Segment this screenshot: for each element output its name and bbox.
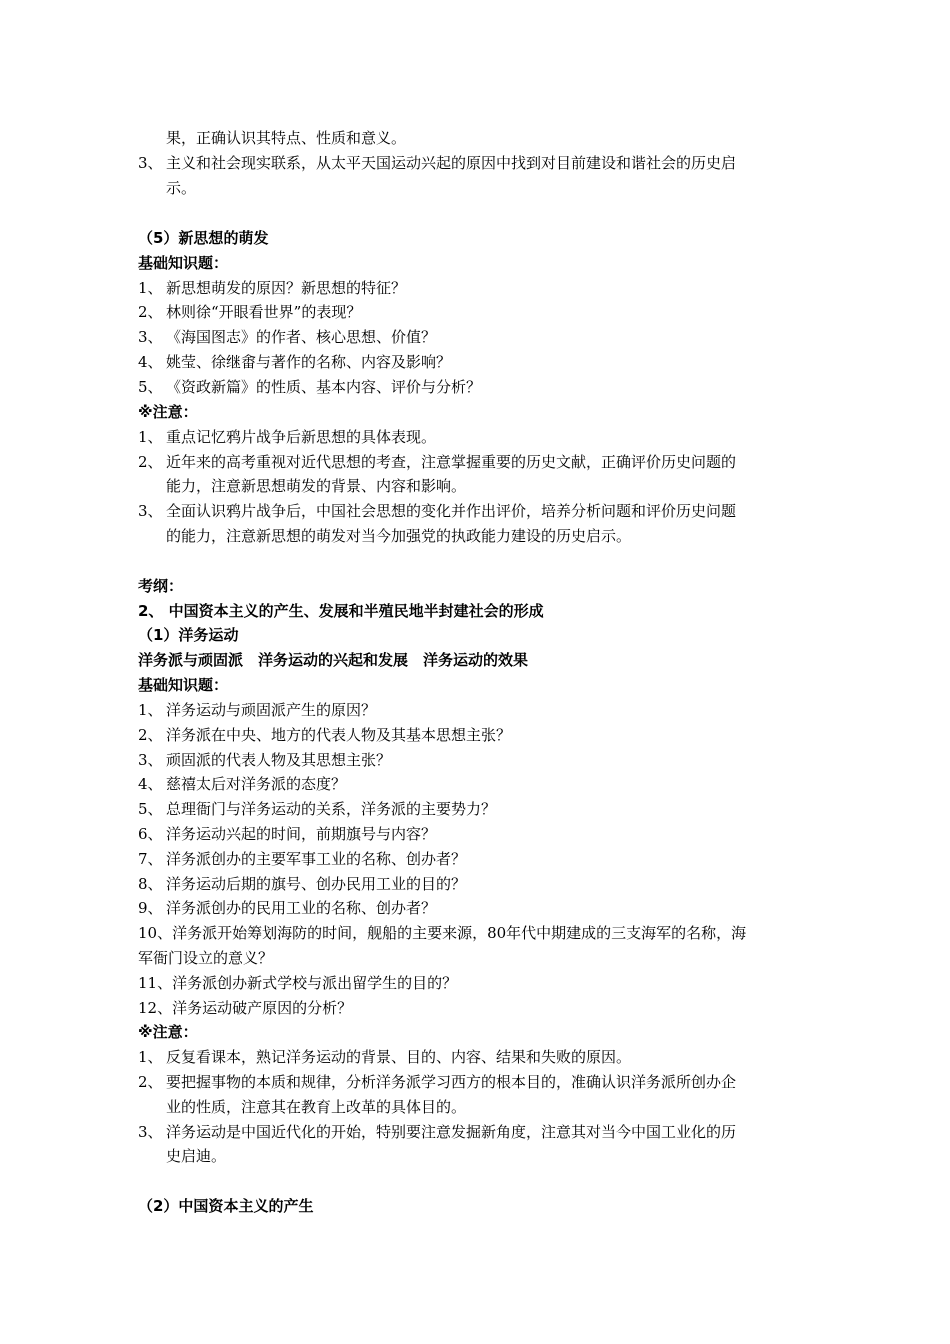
intro-line: 果，正确认识其特点、性质和意义。 [166, 129, 407, 147]
item-text: 慈禧太后对洋务派的态度？ [166, 775, 347, 793]
note-item-continued: 业的性质，注意其在教育上改革的具体目的。 [166, 1098, 467, 1116]
item-number: 3、 [138, 154, 163, 172]
item-text: 主义和社会现实联系，从太平天国运动兴起的原因中找到对目前建设和谐社会的历史启 [166, 154, 737, 172]
item-number: 6、 [138, 825, 163, 843]
section-title: （1）洋务运动 [138, 626, 239, 644]
list-item [138, 824, 436, 844]
basic-label: 基础知识题： [138, 676, 229, 694]
item-text: 近年来的高考重视对近代思想的考查，注意掌握重要的历史文献，正确评价历史问题的 [166, 453, 737, 471]
list-item [138, 799, 496, 819]
item-text: 全面认识鸦片战争后，中国社会思想的变化并作出评价，培养分析问题和评价历史问题 [166, 502, 737, 520]
item-text: 《资政新篇》的性质、基本内容、评价与分析？ [166, 378, 482, 396]
item-text: 姚莹、徐继畬与著作的名称、内容及影响？ [166, 353, 452, 371]
basic-label: 基础知识题： [138, 254, 229, 272]
note-item [138, 427, 436, 447]
list-item [138, 352, 451, 372]
item-number: 2、 [138, 453, 163, 471]
item-text: 林则徐“开眼看世界”的表现？ [166, 303, 362, 321]
note-label: ※注意： [138, 1023, 198, 1041]
item-text: 反复看课本，熟记洋务运动的背景、目的、内容、结果和失败的原因。 [166, 1048, 632, 1066]
section-title: （5）新思想的萌发 [138, 229, 269, 247]
list-item [138, 327, 436, 347]
list-item [138, 898, 436, 918]
item-text: 顽固派的代表人物及其思想主张？ [166, 751, 392, 769]
item-number: 4、 [138, 775, 163, 793]
item-text: 要把握事物的本质和规律，分析洋务派学习西方的根本目的，准确认识洋务派所创办企 [166, 1073, 737, 1091]
note-label: ※注意： [138, 403, 198, 421]
intro-line: 示。 [166, 179, 197, 197]
list-item [138, 278, 406, 298]
list-item [138, 302, 361, 322]
note-item-continued: 史启迪。 [166, 1147, 227, 1165]
intro-item-3 [138, 153, 736, 173]
note-item [138, 501, 736, 521]
list-item: 11、洋务派创办新式学校与派出留学生的目的？ [138, 974, 458, 992]
note-item-continued: 能力，注意新思想萌发的背景、内容和影响。 [166, 477, 467, 495]
list-item: 10、洋务派开始筹划海防的时间，舰船的主要来源，80年代中期建成的三支海军的名称，海 [138, 924, 747, 942]
item-text: 洋务运动兴起的时间，前期旗号与内容？ [166, 825, 437, 843]
item-text: 洋务运动是中国近代化的开始，特别要注意发掘新角度，注意其对当今中国工业化的历 [166, 1123, 737, 1141]
item-text: 洋务运动后期的旗号、创办民用工业的目的？ [166, 875, 467, 893]
outline-label: 考纲： [138, 577, 184, 595]
note-item [138, 1047, 631, 1067]
section-title: （2）中国资本主义的产生 [138, 1197, 314, 1215]
list-item [138, 849, 466, 869]
topics-line: 洋务派与顽固派 洋务运动的兴起和发展 洋务运动的效果 [138, 651, 529, 669]
item-number: 9、 [138, 899, 163, 917]
item-number: 3、 [138, 328, 163, 346]
list-item [138, 700, 376, 720]
item-number: 5、 [138, 800, 163, 818]
item-number: 1、 [138, 428, 163, 446]
item-text: 总理衙门与洋务运动的关系，洋务派的主要势力？ [166, 800, 497, 818]
list-item [138, 725, 511, 745]
item-text: 洋务派创办的主要军事工业的名称、创办者？ [166, 850, 467, 868]
item-number: 5、 [138, 378, 163, 396]
note-item [138, 1122, 736, 1142]
item-number: 1、 [138, 701, 163, 719]
item-text: 洋务派创办的民用工业的名称、创办者？ [166, 899, 437, 917]
item-text: 洋务派在中央、地方的代表人物及其基本思想主张？ [166, 726, 512, 744]
note-item-continued: 的能力，注意新思想的萌发对当今加强党的执政能力建设的历史启示。 [166, 527, 632, 545]
item-number: 3、 [138, 751, 163, 769]
list-item [138, 750, 391, 770]
list-item [138, 377, 481, 397]
item-number: 2、 [138, 726, 163, 744]
item-number: 3、 [138, 1123, 163, 1141]
item-text: 重点记忆鸦片战争后新思想的具体表现。 [166, 428, 437, 446]
note-item [138, 452, 736, 472]
list-item [138, 874, 466, 894]
list-item [138, 774, 346, 794]
list-item-continued: 军衙门设立的意义？ [138, 949, 274, 967]
note-item [138, 1072, 736, 1092]
item-number: 1、 [138, 279, 163, 297]
item-number: 8、 [138, 875, 163, 893]
list-item: 12、洋务运动破产原因的分析？ [138, 999, 353, 1017]
item-text: 《海国图志》的作者、核心思想、价值？ [166, 328, 437, 346]
item-number: 2、 [138, 303, 163, 321]
outline-heading: 2、 中国资本主义的产生、发展和半殖民地半封建社会的形成 [138, 602, 544, 620]
item-text: 新思想萌发的原因？新思想的特征？ [166, 279, 407, 297]
item-number: 2、 [138, 1073, 163, 1091]
item-number: 1、 [138, 1048, 163, 1066]
item-number: 7、 [138, 850, 163, 868]
item-text: 洋务运动与顽固派产生的原因？ [166, 701, 377, 719]
item-number: 3、 [138, 502, 163, 520]
item-number: 4、 [138, 353, 163, 371]
